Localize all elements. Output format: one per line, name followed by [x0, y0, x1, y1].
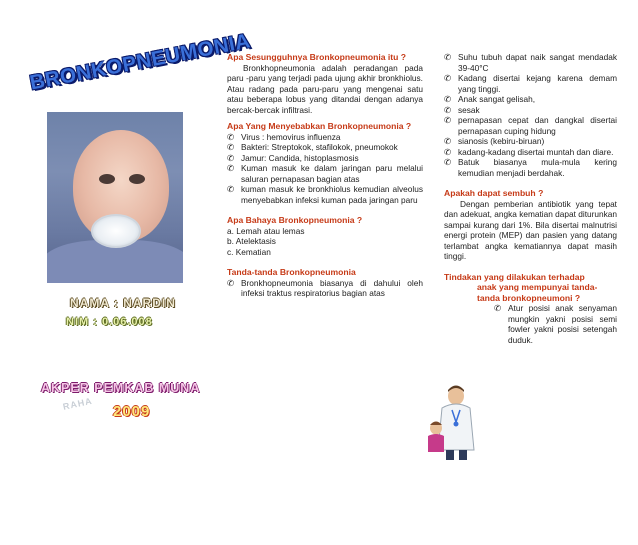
photo-pacifier	[91, 214, 141, 248]
bullet-icon: ✆	[444, 136, 452, 146]
bullet-icon: ✆	[444, 115, 452, 125]
list-item: ✆ Suhu tubuh dapat naik sangat mendadak 39-40°C	[444, 52, 617, 73]
bullet-icon: ✆	[444, 73, 452, 83]
causes-list	[227, 132, 423, 206]
institution-name: AKPER PEMKAB MUNA	[41, 381, 201, 395]
faded-label: RAHA	[62, 395, 94, 412]
info-panel-middle	[227, 52, 423, 545]
signs-intro-list	[227, 278, 423, 299]
list-item: ✆ Bakteri: Streptokok, stafilokok, pneumokok	[227, 142, 398, 152]
cover-year: 2009	[113, 403, 151, 420]
photo-eye-right	[129, 174, 145, 184]
bullet-icon: ✆	[444, 104, 452, 115]
list-item: ✆ Kadang disertai kejang karena demam yang tinggi.	[444, 73, 617, 94]
section-title-definition: Apa Sesungguhnya Bronkopneumonia itu ?	[227, 52, 407, 62]
section-body-definition: Bronkhopneumonia adalah peradangan pada paru -paru yang terjadi pada ujung akhir bronkhiolus. Atau radang pada paru-paru yang mengenai satu atau beberapa lobus yang ditandai dengan adanya bercak-bercak infiltrasi.	[227, 62, 423, 115]
section-body-recovery: Dengan pemberian antibiotik yang tepat dan adekuat, angka kematian dapat diturunkan sampai kurang dari 1%. Bila disertai malnutrisi energi protein (MEP) dan pasien yang datang terlambat angka kematiannya dapat masih tinggi.	[444, 198, 617, 261]
bullet-icon: ✆	[227, 163, 235, 173]
list-item: ✆ Anak sangat gelisah,	[444, 94, 536, 104]
bullet-icon: ✆	[227, 131, 235, 142]
list-item: ✆ sianosis (kebiru-biruan)	[444, 136, 545, 146]
bullet-icon: ✆	[227, 142, 235, 152]
section-title-signs: Tanda-tanda Bronkopneumonia	[227, 267, 356, 277]
list-item: a. Lemah atau lemas	[227, 225, 305, 236]
bullet-icon: ✆	[494, 303, 502, 313]
student-id: NIM : 0.06.008	[66, 316, 153, 328]
signs-list	[444, 52, 617, 178]
photo-eye-left	[99, 174, 115, 184]
list-item: ✆ pernapasan cepat dan dangkal disertai pernapasan cuping hidung	[444, 115, 617, 136]
bullet-icon: ✆	[227, 277, 235, 288]
list-item: ✆ Virus : hemovirus influenza	[227, 131, 341, 142]
list-item: ✆ Kuman masuk ke dalam jaringan paru melalui saluran pernapasan bagian atas	[227, 163, 423, 184]
actions-list	[494, 303, 617, 345]
list-item: ✆ sesak	[444, 104, 480, 115]
list-item: ✆ Bronkhopneumonia biasanya di dahului oleh infeksi traktus respiratorius bagian atas	[227, 277, 423, 298]
section-title-causes: Apa Yang Menyebabkan Bronkopneumonia ?	[227, 121, 412, 131]
list-item: ✆ Jamur: Candida, histoplasmosis	[227, 152, 359, 163]
list-item: ✆ Batuk biasanya mula-mula kering kemudian menjadi berdahak.	[444, 157, 617, 178]
dangers-list	[227, 226, 423, 258]
bullet-icon: ✆	[444, 52, 452, 62]
bullet-icon: ✆	[227, 184, 235, 194]
doctor-child-illustration	[426, 382, 488, 462]
bullet-icon: ✆	[444, 146, 452, 157]
list-item: ✆ kadang-kadang disertai muntah dan diare.	[444, 146, 614, 157]
list-item: ✆ Atur posisi anak senyaman mungkin yakni posisi semi fowler yakni posisi setengah duduk.	[494, 303, 617, 345]
list-item: b. Atelektasis	[227, 236, 276, 246]
cover-title: BRONKOPNEUMONIA	[28, 29, 253, 95]
bullet-icon: ✆	[227, 152, 235, 163]
section-title-actions: Tindakan yang dilakukan terhadap	[444, 271, 585, 282]
section-title-recovery: Apakah dapat sembuh ?	[444, 188, 544, 198]
list-item: c. Kematian	[227, 246, 271, 257]
section-title-dangers: Apa Bahaya Bronkopneumonia ?	[227, 215, 363, 225]
section-title-actions-cont: anak yang mempunyai tanda-tanda bronkopneumoni ?	[477, 282, 598, 303]
bullet-icon: ✆	[444, 157, 452, 167]
list-item: ✆ kuman masuk ke bronkhiolus kemudian alveolus menyebabkan infeksi kuman pada jaringan paru	[227, 184, 423, 205]
info-panel-right	[444, 52, 617, 545]
bullet-icon: ✆	[444, 94, 452, 104]
baby-photo	[47, 112, 183, 283]
student-name: NAMA : NARDIN	[70, 296, 176, 310]
